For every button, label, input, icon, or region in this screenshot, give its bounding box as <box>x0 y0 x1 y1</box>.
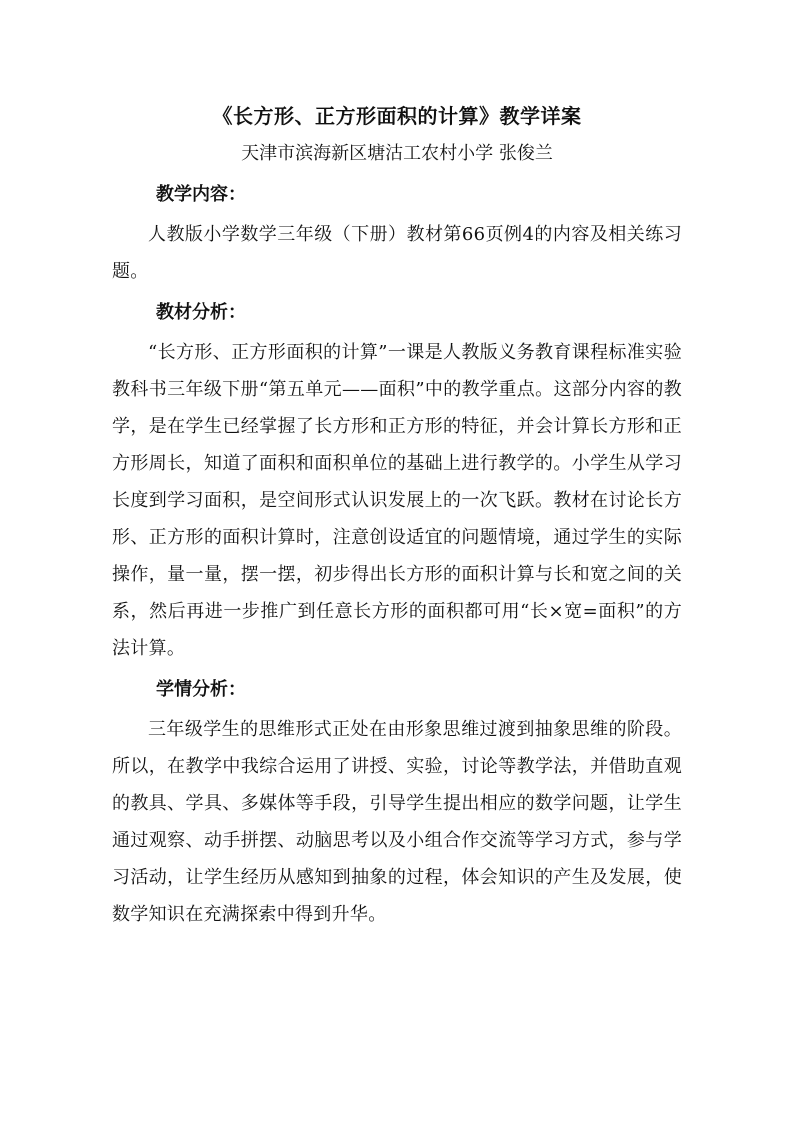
section-heading: 学情分析： <box>156 679 246 700</box>
section-teaching-content <box>112 180 682 290</box>
author-line: 天津市滨海新区塘沽工农村小学 张俊兰 <box>241 143 553 164</box>
section-paragraph: 人教版小学数学三年级（下册）教材第66页例4的内容及相关练习题。 <box>112 224 682 282</box>
section-heading: 教材分析： <box>156 302 246 323</box>
section-student-analysis <box>112 675 682 933</box>
document-title: 《长方形、正方形面积的计算》教学详案 <box>212 104 582 128</box>
section-heading: 教学内容： <box>156 184 246 205</box>
section-paragraph: 三年级学生的思维形式正处在由形象思维过渡到抽象思维的阶段。所以，在教学中我综合运用了讲授、实验，讨论等教学法，并借助直观的教具、学具、多媒体等手段，引导学生提出相应的数学问题，让学生通过观察、动手拼摆、动脑思考以及小组合作交流等学习方式，参与学习活动，让学生经历从感知到抽象的过程，体会知识的产生及发展，使数学知识在充满探索中得到升华。 <box>112 719 682 925</box>
section-textbook-analysis <box>112 298 682 667</box>
section-paragraph: “长方形、正方形面积的计算”一课是人教版义务教育课程标准实验教科书三年级下册“第五单元——面积”中的教学重点。这部分内容的教学，是在学生已经掌握了长方形和正方形的特征，并会计算长方形和正方形周长，知道了面积和面积单位的基础上进行教学的。小学生从学习长度到学习面积，是空间形式认识发展上的一次飞跃。教材在讨论长方形、正方形的面积计算时，注意创设适宜的问题情境，通过学生的实际操作，量一量，摆一摆，初步得出长方形的面积计算与长和宽之间的关系，然后再进一步推广到任意长方形的面积都可用“长×宽=面积”的方法计算。 <box>112 342 682 659</box>
